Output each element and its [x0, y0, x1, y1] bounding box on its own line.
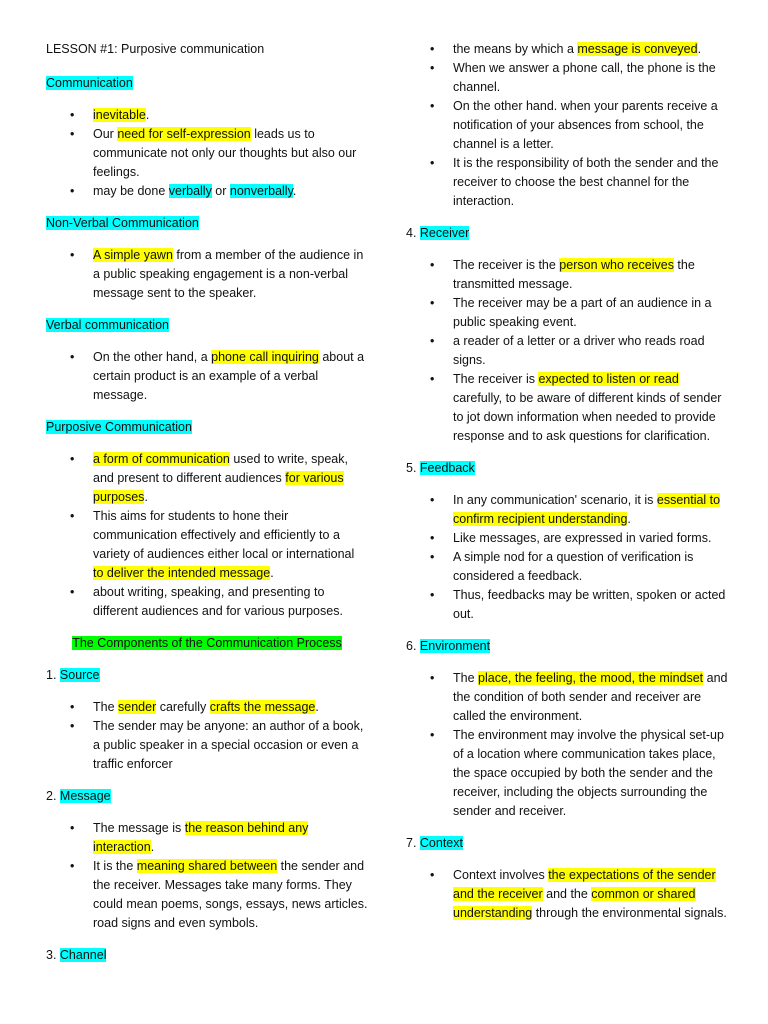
text-run: from a member of the audience in a public speaking engagement is a non-verbal message sent to the speaker. [93, 248, 364, 300]
text-run: Our [93, 127, 118, 141]
bullet-item [46, 717, 368, 774]
highlight-yellow: the reason behind any interaction [93, 821, 309, 854]
text-run: about a certain product is an example of a verbal message. [93, 350, 365, 402]
text-run: . [270, 566, 274, 580]
section-heading [406, 224, 728, 243]
bullet-list [406, 669, 728, 821]
bullet-item [46, 583, 368, 621]
bullet-item [406, 529, 728, 548]
text-run: On the other hand, a [93, 350, 212, 364]
text-run: LESSON #1: Purposive communication [46, 42, 265, 56]
section-heading [46, 316, 368, 335]
text-run: The [453, 671, 479, 685]
bullet-item [406, 332, 728, 370]
bullet-item [46, 698, 368, 717]
section-heading [406, 637, 728, 656]
highlight-cyan: Receiver [419, 226, 470, 240]
text-run: through the environmental signals. [532, 906, 727, 920]
bullet-list [46, 246, 368, 303]
text-run: . [145, 108, 150, 122]
text-run: carefully, to be aware of different kinds of sender to jot down information when needed to provide response and to ask questions for clarification. [453, 391, 722, 443]
highlight-cyan: Message [59, 789, 111, 803]
text-run: . [144, 490, 148, 504]
text-run: The receiver is [453, 372, 539, 386]
text-run: The message is [93, 821, 185, 835]
section-heading [46, 634, 368, 653]
highlight-yellow: common or shared understanding [453, 887, 696, 920]
bullet-item [406, 491, 728, 529]
text-run: 7. [406, 836, 420, 850]
text-run: 4. [406, 226, 420, 240]
text-run: 1. [46, 668, 60, 682]
bullet-item [406, 548, 728, 586]
text-run: the means by which a [453, 42, 578, 56]
section-heading [406, 834, 728, 853]
bullet-item [46, 246, 368, 303]
bullet-item [406, 586, 728, 624]
bullet-list [406, 866, 728, 923]
highlight-yellow: a form of communication [93, 452, 230, 466]
section-heading [406, 459, 728, 478]
bullet-item [406, 59, 728, 97]
highlight-cyan: Verbal communication [46, 318, 169, 332]
highlight-cyan: Source [59, 668, 100, 682]
text-run: the transmitted message. [453, 258, 695, 291]
bullet-item [46, 125, 368, 182]
highlight-yellow: essential to confirm recipient understanding [453, 493, 721, 526]
highlight-yellow: inevitable [93, 108, 146, 122]
highlight-yellow: person who receives [559, 258, 674, 272]
highlight-yellow: for various purposes [93, 471, 344, 504]
text-run: The receiver may be a part of an audience in a public speaking event. [453, 296, 712, 329]
bullet-item [46, 450, 368, 507]
highlight-cyan: Context [419, 836, 463, 850]
highlight-yellow: need for self-expression [117, 127, 251, 141]
text-run: and the condition of both sender and receiver are called the environment. [453, 671, 728, 723]
bullet-list [46, 698, 368, 774]
text-run: The receiver is the [453, 258, 560, 272]
bullet-item [406, 726, 728, 821]
bullet-item [406, 40, 728, 59]
highlight-yellow: message is conveyed [577, 42, 698, 56]
text-run: used to write, speak, and present to different audiences [93, 452, 348, 485]
text-run: The [93, 700, 119, 714]
text-run: . [627, 512, 631, 526]
text-run: . [697, 42, 702, 56]
text-run: 6. [406, 639, 420, 653]
highlight-cyan: Purposive Communication [46, 420, 192, 434]
text-run: . [150, 840, 155, 854]
bullet-list [46, 348, 368, 405]
highlight-green: The Components of the Communication Process [72, 636, 342, 650]
bullet-list [406, 491, 728, 624]
text-run: carefully [156, 700, 210, 714]
highlight-cyan: Communication [46, 76, 133, 90]
text-run: The environment may involve the physical set-up of a location where communication takes place, the space occupied by both the sender and the receiver, including the objects surrounding the sender and receiver. [453, 728, 724, 818]
highlight-cyan: Environment [419, 639, 491, 653]
bullet-item [46, 507, 368, 583]
text-run: It is the responsibility of both the sender and the receiver to choose the best channel for the interaction. [453, 156, 719, 208]
bullet-item [406, 866, 728, 923]
text-run: . [315, 700, 319, 714]
bullet-item [46, 857, 368, 933]
text-run: This aims for students to hone their communication effectively and efficiently to a variety of audiences either local or international [93, 509, 355, 561]
bullet-item [46, 106, 368, 125]
text-run: A simple nod for a question of verification is considered a feedback. [453, 550, 694, 583]
text-run: The sender may be anyone: an author of a book, a public speaker in a special occasion or even a traffic enforcer [93, 719, 364, 771]
bullet-item [406, 294, 728, 332]
bullet-item [46, 348, 368, 405]
section-heading [46, 418, 368, 437]
text-run: . [292, 184, 297, 198]
bullet-list [46, 450, 368, 621]
highlight-yellow: meaning shared between [136, 859, 278, 873]
text-run: Context involves [453, 868, 549, 882]
highlight-yellow: to deliver the intended message [93, 566, 271, 580]
bullet-list [46, 106, 368, 201]
section-heading [46, 214, 368, 233]
text-run: or [211, 184, 230, 198]
highlight-yellow: crafts the message [209, 700, 316, 714]
section-heading [46, 946, 368, 965]
highlight-cyan: Feedback [419, 461, 475, 475]
text-run: 3. [46, 948, 60, 962]
text-run: Thus, feedbacks may be written, spoken or acted out. [453, 588, 726, 621]
text-run: Like messages, are expressed in varied forms. [453, 531, 712, 545]
bullet-list [406, 256, 728, 446]
text-run: the sender and the receiver. Messages take many forms. They could mean poems, songs, essays, news articles. road signs and even symbols. [93, 859, 368, 930]
highlight-yellow: expected to listen or read [538, 372, 679, 386]
section-heading [46, 74, 368, 93]
bullet-item [46, 182, 368, 201]
text-run: and the [542, 887, 592, 901]
bullet-item [406, 97, 728, 154]
bullet-item [406, 370, 728, 446]
highlight-yellow: sender [118, 700, 157, 714]
text-run: On the other hand. when your parents receive a notification of your absences from school, the channel is a letter. [453, 99, 718, 151]
bullet-list [406, 40, 728, 211]
highlight-yellow: the expectations of the sender and the receiver [453, 868, 716, 901]
text-run: 5. [406, 461, 420, 475]
highlight-cyan: Channel [59, 948, 107, 962]
lesson-title [46, 40, 368, 59]
highlight-cyan: nonverbally [229, 184, 293, 198]
text-run: In any communication' scenario, it is [453, 493, 657, 507]
bullet-item [406, 256, 728, 294]
section-heading [46, 666, 368, 685]
highlight-cyan: verbally [168, 184, 212, 198]
section-heading [46, 787, 368, 806]
bullet-item [46, 819, 368, 857]
bullet-item [406, 669, 728, 726]
highlight-cyan: Non-Verbal Communication [46, 216, 199, 230]
text-run: may be done [93, 184, 169, 198]
highlight-yellow: A simple yawn [93, 248, 173, 262]
highlight-yellow: phone call inquiring [211, 350, 319, 364]
text-run: 2. [46, 789, 60, 803]
left-column [46, 40, 368, 978]
bullet-item [406, 154, 728, 211]
bullet-list [46, 819, 368, 933]
right-column [406, 40, 728, 936]
text-run: It is the [93, 859, 137, 873]
highlight-yellow: place, the feeling, the mood, the mindset [478, 671, 704, 685]
text-run: a reader of a letter or a driver who reads road signs. [453, 334, 705, 367]
text-run: about writing, speaking, and presenting to different audiences and for various purposes. [93, 585, 343, 618]
text-run: leads us to communicate not only our thoughts but also our feelings. [93, 127, 357, 179]
text-run: When we answer a phone call, the phone is the channel. [453, 61, 716, 94]
